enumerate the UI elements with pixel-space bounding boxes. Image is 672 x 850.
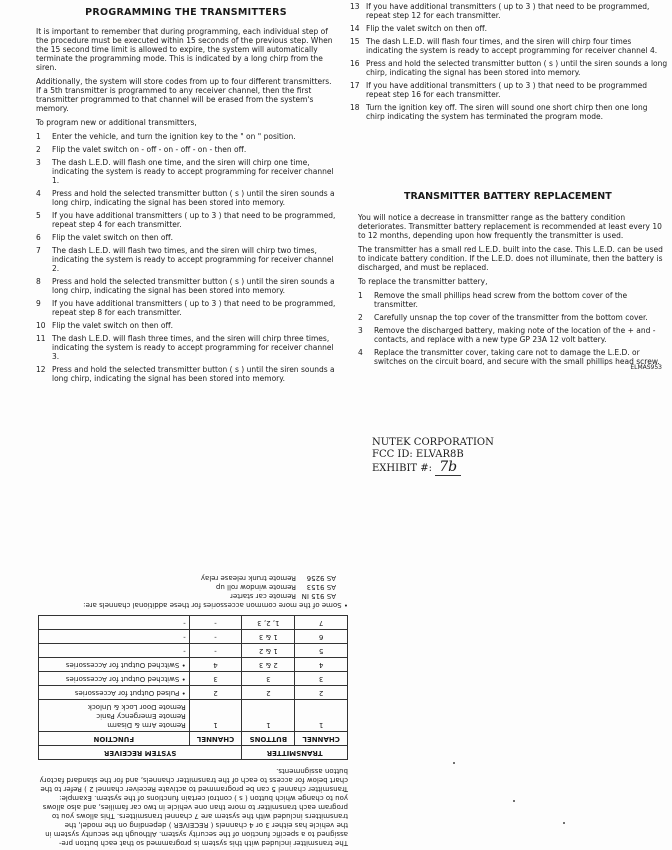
step-text: The dash L.E.D. will flash three times, and the siren will chirp three times, indicating the system is ready to accept programming for receiver channel 3. <box>52 334 334 361</box>
channel-paragraph: The transmitter included with this system is programmed so that each button pre-assigned to a specific function of the security system. Although the security system in the vehicle has either 3 or 4 channels ( RECEIVER ) depending on the model, the transmitters included with the system are 7 channel transmitters. This allows you to program each transmitter to more than one vehicle in two car families, and also allows you to change which button ( s ) control certain functions of the system. Example: Transmitter channel 5 can be programmed to activate Receiver channel 2 ) Refer to the chart below for access to each of the transmitter channels, and for the standard factory button assignments. <box>39 767 348 847</box>
table-cell: 2 <box>189 686 242 700</box>
table-cell: - <box>189 630 242 644</box>
step-text: Press and hold the selected transmitter button ( s ) until the siren sounds a long chirp, indicating the signal has been stored into memory. <box>52 277 335 295</box>
step-item <box>350 37 668 55</box>
table-cell: 7 <box>295 616 348 630</box>
step-text: If you have additional transmitters ( up to 3 ) that need to be programmed, repeat step 4 for each transmitter. <box>52 211 336 229</box>
step-item <box>36 299 336 317</box>
step-item <box>350 103 668 121</box>
table-cell: 2 <box>295 686 348 700</box>
table-cell: • Pulsed Output for Accessories <box>39 686 190 700</box>
table-row <box>39 644 348 658</box>
step-number: 9 <box>36 299 41 308</box>
step-number: 4 <box>358 348 363 357</box>
step-text: Flip the valet switch on then off. <box>366 24 488 33</box>
step-text: If you have additional transmitters ( up to 3 ) that need to be programmed, repeat step 8 for each transmitter. <box>52 299 336 317</box>
step-item <box>36 211 336 229</box>
battery-section <box>358 213 666 370</box>
step-number: 5 <box>36 211 41 220</box>
table-row <box>39 630 348 644</box>
accessory-note: • Some of the more common accessories for these additional channels are: <box>83 601 348 609</box>
step-text: Flip the valet switch on then off. <box>52 233 174 242</box>
accessory-code: AS 915 IN <box>301 592 336 600</box>
function-header: FUNCTION <box>39 732 190 746</box>
table-row <box>39 658 348 672</box>
step-item <box>36 365 336 383</box>
table-cell: - <box>39 616 190 630</box>
step-text: If you have additional transmitters ( up to 3 ) that need to be programmed, repeat step 12 for each transmitter. <box>366 2 650 20</box>
table-cell: 4 <box>189 658 242 672</box>
table-cell: - <box>189 644 242 658</box>
table-cell: - <box>189 616 242 630</box>
step-text: Flip the valet switch on - off - on - off - on - then off. <box>52 145 247 154</box>
accessory-code: AS 9256 <box>306 574 336 582</box>
step-number: 18 <box>350 103 360 112</box>
step-item <box>350 59 668 77</box>
exhibit-label: EXHIBIT #: <box>372 463 432 474</box>
battery-lead: To replace the transmitter battery, <box>358 277 488 286</box>
table-cell: 6 <box>295 630 348 644</box>
step-number: 2 <box>358 313 363 322</box>
step-number: 12 <box>36 365 46 374</box>
step-item <box>36 189 336 207</box>
receiver-group-header: SYSTEM RECEIVER <box>39 746 242 760</box>
table-row <box>39 686 348 700</box>
step-number: 1 <box>36 132 41 141</box>
step-text: The dash L.E.D. will flash four times, and the siren will chirp four times indicating the system is ready to accept programming for receiver channel 4. <box>366 37 658 55</box>
accessory-name: Remote trunk release relay <box>200 574 296 582</box>
intro-paragraph-1: It is important to remember that during programming, each individual step of the procedure must be executed within 15 seconds of the previous step. When the 15 second time limit is allowed to expire, the system will automatically terminate the programming mode. This is indicated by a long chirp from the siren. <box>36 27 333 72</box>
step-item <box>36 233 336 242</box>
programming-title: PROGRAMMING THE TRANSMITTERS <box>85 7 287 18</box>
step-text: Carefully unsnap the top cover of the transmitter from the bottom cover. <box>374 313 648 322</box>
step-text: Enter the vehicle, and turn the ignition key to the " on " position. <box>52 132 296 141</box>
rx-channel-header: CHANNEL <box>189 732 242 746</box>
accessory-name: Remote car starter <box>230 592 296 600</box>
intro-paragraph-2: Additionally, the system will store codes from up to four different transmitters. If a 5th transmitter is programmed to any receiver channel, then the first transmitter programmed to that channel will be erased from the system's memory. <box>36 77 332 113</box>
step-item <box>358 313 666 322</box>
upside-down-section <box>38 472 348 847</box>
step-number: 2 <box>36 145 41 154</box>
step-item <box>36 158 336 185</box>
table-cell: 5 <box>295 644 348 658</box>
table-cell: • Switched Output for Accessories <box>39 658 190 672</box>
programming-steps-right <box>350 2 668 121</box>
table-cell: 4 <box>295 658 348 672</box>
step-item <box>36 277 336 295</box>
step-item <box>350 2 668 20</box>
step-number: 3 <box>358 326 363 335</box>
step-number: 13 <box>350 2 360 11</box>
speck <box>563 822 565 824</box>
battery-paragraph-1: You will notice a decrease in transmitter range as the battery condition deteriorates. Transmitter battery replacement is recommended at least every 10 to 12 months, depending upon how frequently the transmitter is used. <box>358 213 662 240</box>
step-item <box>36 334 336 361</box>
table-cell: 1, 2, 3 <box>242 616 295 630</box>
step-item <box>358 348 666 366</box>
step-item <box>350 24 668 33</box>
exhibit-value: 7b <box>435 459 461 476</box>
step-number: 17 <box>350 81 360 90</box>
tx-channel-header: CHANNEL <box>295 732 348 746</box>
step-text: Replace the transmitter cover, taking care not to damage the L.E.D. or switches on the circuit board, and secure with the small phillips head screw. <box>374 348 660 366</box>
table-cell: 2 & 3 <box>242 658 295 672</box>
step-item <box>358 291 666 309</box>
corporate-stamp <box>372 437 494 475</box>
step-item <box>36 132 336 141</box>
step-text: Flip the valet switch on then off. <box>52 321 174 330</box>
step-item <box>358 326 666 344</box>
step-number: 1 <box>358 291 363 300</box>
step-item <box>36 321 336 330</box>
step-number: 6 <box>36 233 41 242</box>
table-cell: • Switched Output for Accessories <box>39 672 190 686</box>
step-text: The dash L.E.D. will flash one time, and the siren will chirp one time, indicating the system is ready to accept programming for receiver channel 1. <box>52 158 334 185</box>
step-number: 11 <box>36 334 46 343</box>
step-text: If you have additional transmitters ( up to 3 ) that need to be programmed repeat step 16 for each transmitter. <box>366 81 648 99</box>
step-number: 4 <box>36 189 41 198</box>
step-text: Press and hold the selected transmitter button ( s ) until the siren sounds a long chirp, indicating the signal has been stored into memory. <box>52 365 335 383</box>
step-number: 3 <box>36 158 41 167</box>
step-number: 7 <box>36 246 41 255</box>
step-item <box>36 145 336 154</box>
table-cell: 3 <box>189 672 242 686</box>
program-lead: To program new or additional transmitters, <box>36 118 197 127</box>
table-cell: - <box>39 644 190 658</box>
step-text: Press and hold the selected transmitter button ( s ) until the siren sounds a long chirp, indicating the signal has been stored into memory. <box>366 59 668 77</box>
step-text: Press and hold the selected transmitter button ( s ) until the siren sounds a long chirp, indicating the signal has been stored into memory. <box>52 189 335 207</box>
table-cell: Remote Arm & Disarm Remote Emergency Panic Remote Door Lock & Unlock <box>39 700 190 732</box>
battery-paragraph-2: The transmitter has a small red L.E.D. built into the case. This L.E.D. can be used to indicate battery condition. If the L.E.D. does not illuminate, then the battery is discharged, and must be replaced. <box>358 245 663 272</box>
step-number: 8 <box>36 277 41 286</box>
table-cell: 3 <box>295 672 348 686</box>
speck <box>513 800 515 802</box>
accessory-name: Remote window roll up <box>215 583 296 591</box>
step-text: Remove the discharged battery, making note of the location of the + and - contacts, and replace with a new type GP 23A 12 volt battery. <box>374 326 656 344</box>
exhibit-line <box>372 461 494 475</box>
table-row <box>39 616 348 630</box>
step-item <box>36 246 336 273</box>
table-row <box>39 672 348 686</box>
table-cell: 1 <box>189 700 242 732</box>
step-number: 15 <box>350 37 360 46</box>
channel-table <box>38 615 348 760</box>
step-number: 10 <box>36 321 46 330</box>
table-row <box>39 700 348 732</box>
table-cell: 1 <box>242 700 295 732</box>
table-cell: 3 <box>242 672 295 686</box>
left-column <box>36 8 336 387</box>
accessory-list <box>38 573 336 600</box>
speck <box>453 762 455 764</box>
right-column <box>350 2 668 125</box>
table-cell: 1 & 2 <box>242 644 295 658</box>
step-item <box>350 81 668 99</box>
table-cell: 1 & 3 <box>242 630 295 644</box>
table-cell: - <box>39 630 190 644</box>
step-number: 16 <box>350 59 360 68</box>
table-cell: 1 <box>295 700 348 732</box>
fcc-id: FCC ID: ELVAR8B <box>372 449 464 460</box>
document-code: ELMAS953 <box>630 364 662 371</box>
step-text: Remove the small phillips head screw from the bottom cover of the transmitter. <box>374 291 628 309</box>
step-text: Turn the ignition key off. The siren will sound one short chirp then one long chirp indicating the system has terminated the program mode. <box>366 103 648 121</box>
buttons-header: BUTTONS <box>242 732 295 746</box>
battery-steps <box>358 291 666 366</box>
transmitter-group-header: TRANSMITTER <box>242 746 348 760</box>
step-number: 14 <box>350 24 360 33</box>
battery-title: TRANSMITTER BATTERY REPLACEMENT <box>404 191 612 202</box>
step-text: The dash L.E.D. will flash two times, and the siren will chirp two times, indicating the system is ready to accept programming for receiver channel 2. <box>52 246 334 273</box>
accessory-code: AS 9153 <box>306 583 336 591</box>
programming-steps-left <box>36 132 336 383</box>
corp-name: NUTEK CORPORATION <box>372 437 494 448</box>
table-cell: 2 <box>242 686 295 700</box>
